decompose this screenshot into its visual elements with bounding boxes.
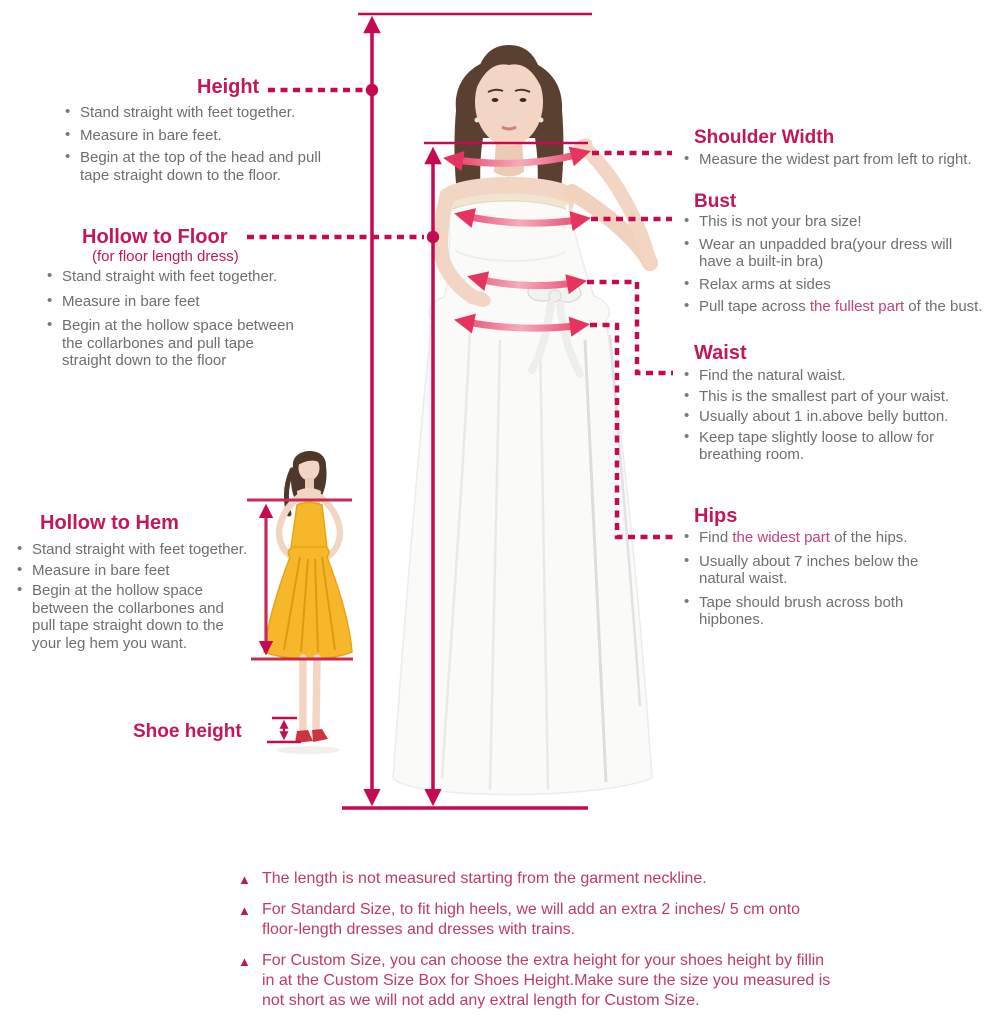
section-title-hollow-to-floor: Hollow to Floor [82, 226, 228, 248]
bullet-text: Pull tape across [699, 298, 810, 315]
bullet-text: Begin at the hollow space between the collarbones and pull tape straight down to the floor [62, 317, 294, 369]
note-text: The length is not measured starting from the garment neckline. [262, 870, 707, 887]
note-item [238, 900, 838, 940]
section-title-shoulder-width: Shoulder Width [694, 127, 835, 148]
bullet-text: Find [699, 529, 733, 546]
list-item [682, 594, 968, 629]
warning-triangle-icon [238, 952, 251, 972]
bullet-text-highlight: the widest part [732, 529, 830, 546]
list-item [682, 408, 962, 426]
list-item [15, 582, 249, 652]
bullet-text: Begin at the hollow space between the collarbones and pull tape straight down to the your leg hem you want. [32, 582, 224, 652]
note-text: For Custom Size, you can choose the extra height for your shoes height by fillin in at the Custom Size Box for Shoes Height.Make sure the size you measured is not short as we will not add any extral length for Custom Size. [262, 952, 831, 1009]
list-item [682, 151, 987, 169]
section-title-height: Height [197, 76, 260, 98]
list-item [682, 298, 1000, 316]
bullet-text: of the hips. [829, 529, 908, 546]
bullet-text: Stand straight with feet together. [80, 104, 296, 121]
list-item [45, 293, 301, 311]
list-item [682, 429, 962, 464]
footnotes [238, 869, 838, 1022]
bullet-text: Usually about 1 in.above belly button. [699, 408, 949, 425]
list-item [682, 553, 968, 588]
height-connector-dot [366, 84, 378, 96]
note-text: For Standard Size, to fit high heels, we will add an extra 2 inches/ 5 cm onto floor-length dresses and dresses with trains. [262, 901, 801, 938]
bullet-text: This is not your bra size! [699, 213, 862, 230]
section-title-waist: Waist [694, 342, 747, 364]
list-item [63, 127, 325, 145]
list-item [682, 367, 962, 385]
warning-triangle-icon [238, 870, 251, 890]
list-item [15, 541, 249, 559]
bullet-text: Tape should brush across both hipbones. [699, 593, 904, 628]
hollow-to-floor-subtitle: (for floor length dress) [92, 248, 239, 265]
list-item [682, 529, 968, 547]
note-item [238, 951, 838, 1011]
list-item [45, 317, 301, 370]
list-item [63, 149, 325, 184]
bullet-text: Stand straight with feet together. [32, 541, 248, 558]
section-title-hips: Hips [694, 505, 738, 527]
bullet-text: Measure in bare feet. [80, 126, 222, 144]
list-item [682, 213, 972, 231]
bullet-text: Measure in bare feet [32, 561, 170, 579]
bust-bullet-list [682, 213, 983, 321]
list-item [682, 388, 962, 406]
bullet-text: Usually about 7 inches below the natural waist. [699, 552, 919, 587]
hips-bullet-list [682, 529, 968, 635]
bullet-text: Wear an unpadded bra(your dress will have a built-in bra) [699, 235, 953, 270]
list-item [682, 236, 972, 271]
warning-triangle-icon [238, 901, 251, 921]
section-title-bust: Bust [694, 191, 737, 212]
section-title-hollow-to-hem: Hollow to Hem [40, 512, 179, 534]
bullet-text: Measure in bare feet [62, 292, 200, 310]
list-item [15, 562, 249, 580]
model-photo-small [264, 451, 352, 754]
height-bullet-list [63, 104, 325, 189]
hollow-to-floor-bullet-list [45, 268, 301, 377]
hollow-to-hem-bullet-list [15, 541, 249, 655]
bullet-text: of the bust. [904, 298, 983, 315]
hollow-to-floor-connector-dot [427, 231, 439, 243]
bullet-text: Stand straight with feet together. [62, 268, 278, 285]
shoulder-width-bullet-list [682, 151, 987, 169]
bullet-text: Find the natural waist. [699, 367, 846, 384]
list-item [63, 104, 325, 122]
bullet-text-highlight: the fullest part [809, 298, 905, 315]
bullet-text: This is the smallest part of your waist. [699, 387, 950, 405]
list-item [45, 268, 301, 286]
bullet-text: Keep tape slightly loose to allow for breathing room. [699, 428, 935, 463]
waist-bullet-list [682, 367, 962, 467]
bullet-text: Begin at the top of the head and pull tape straight down to the floor. [80, 149, 322, 184]
section-title-shoe-height: Shoe height [133, 721, 242, 742]
list-item [682, 276, 972, 294]
note-item [238, 869, 838, 889]
bullet-text: Measure the widest part from left to right. [699, 151, 972, 168]
bullet-text: Relax arms at sides [699, 275, 831, 293]
